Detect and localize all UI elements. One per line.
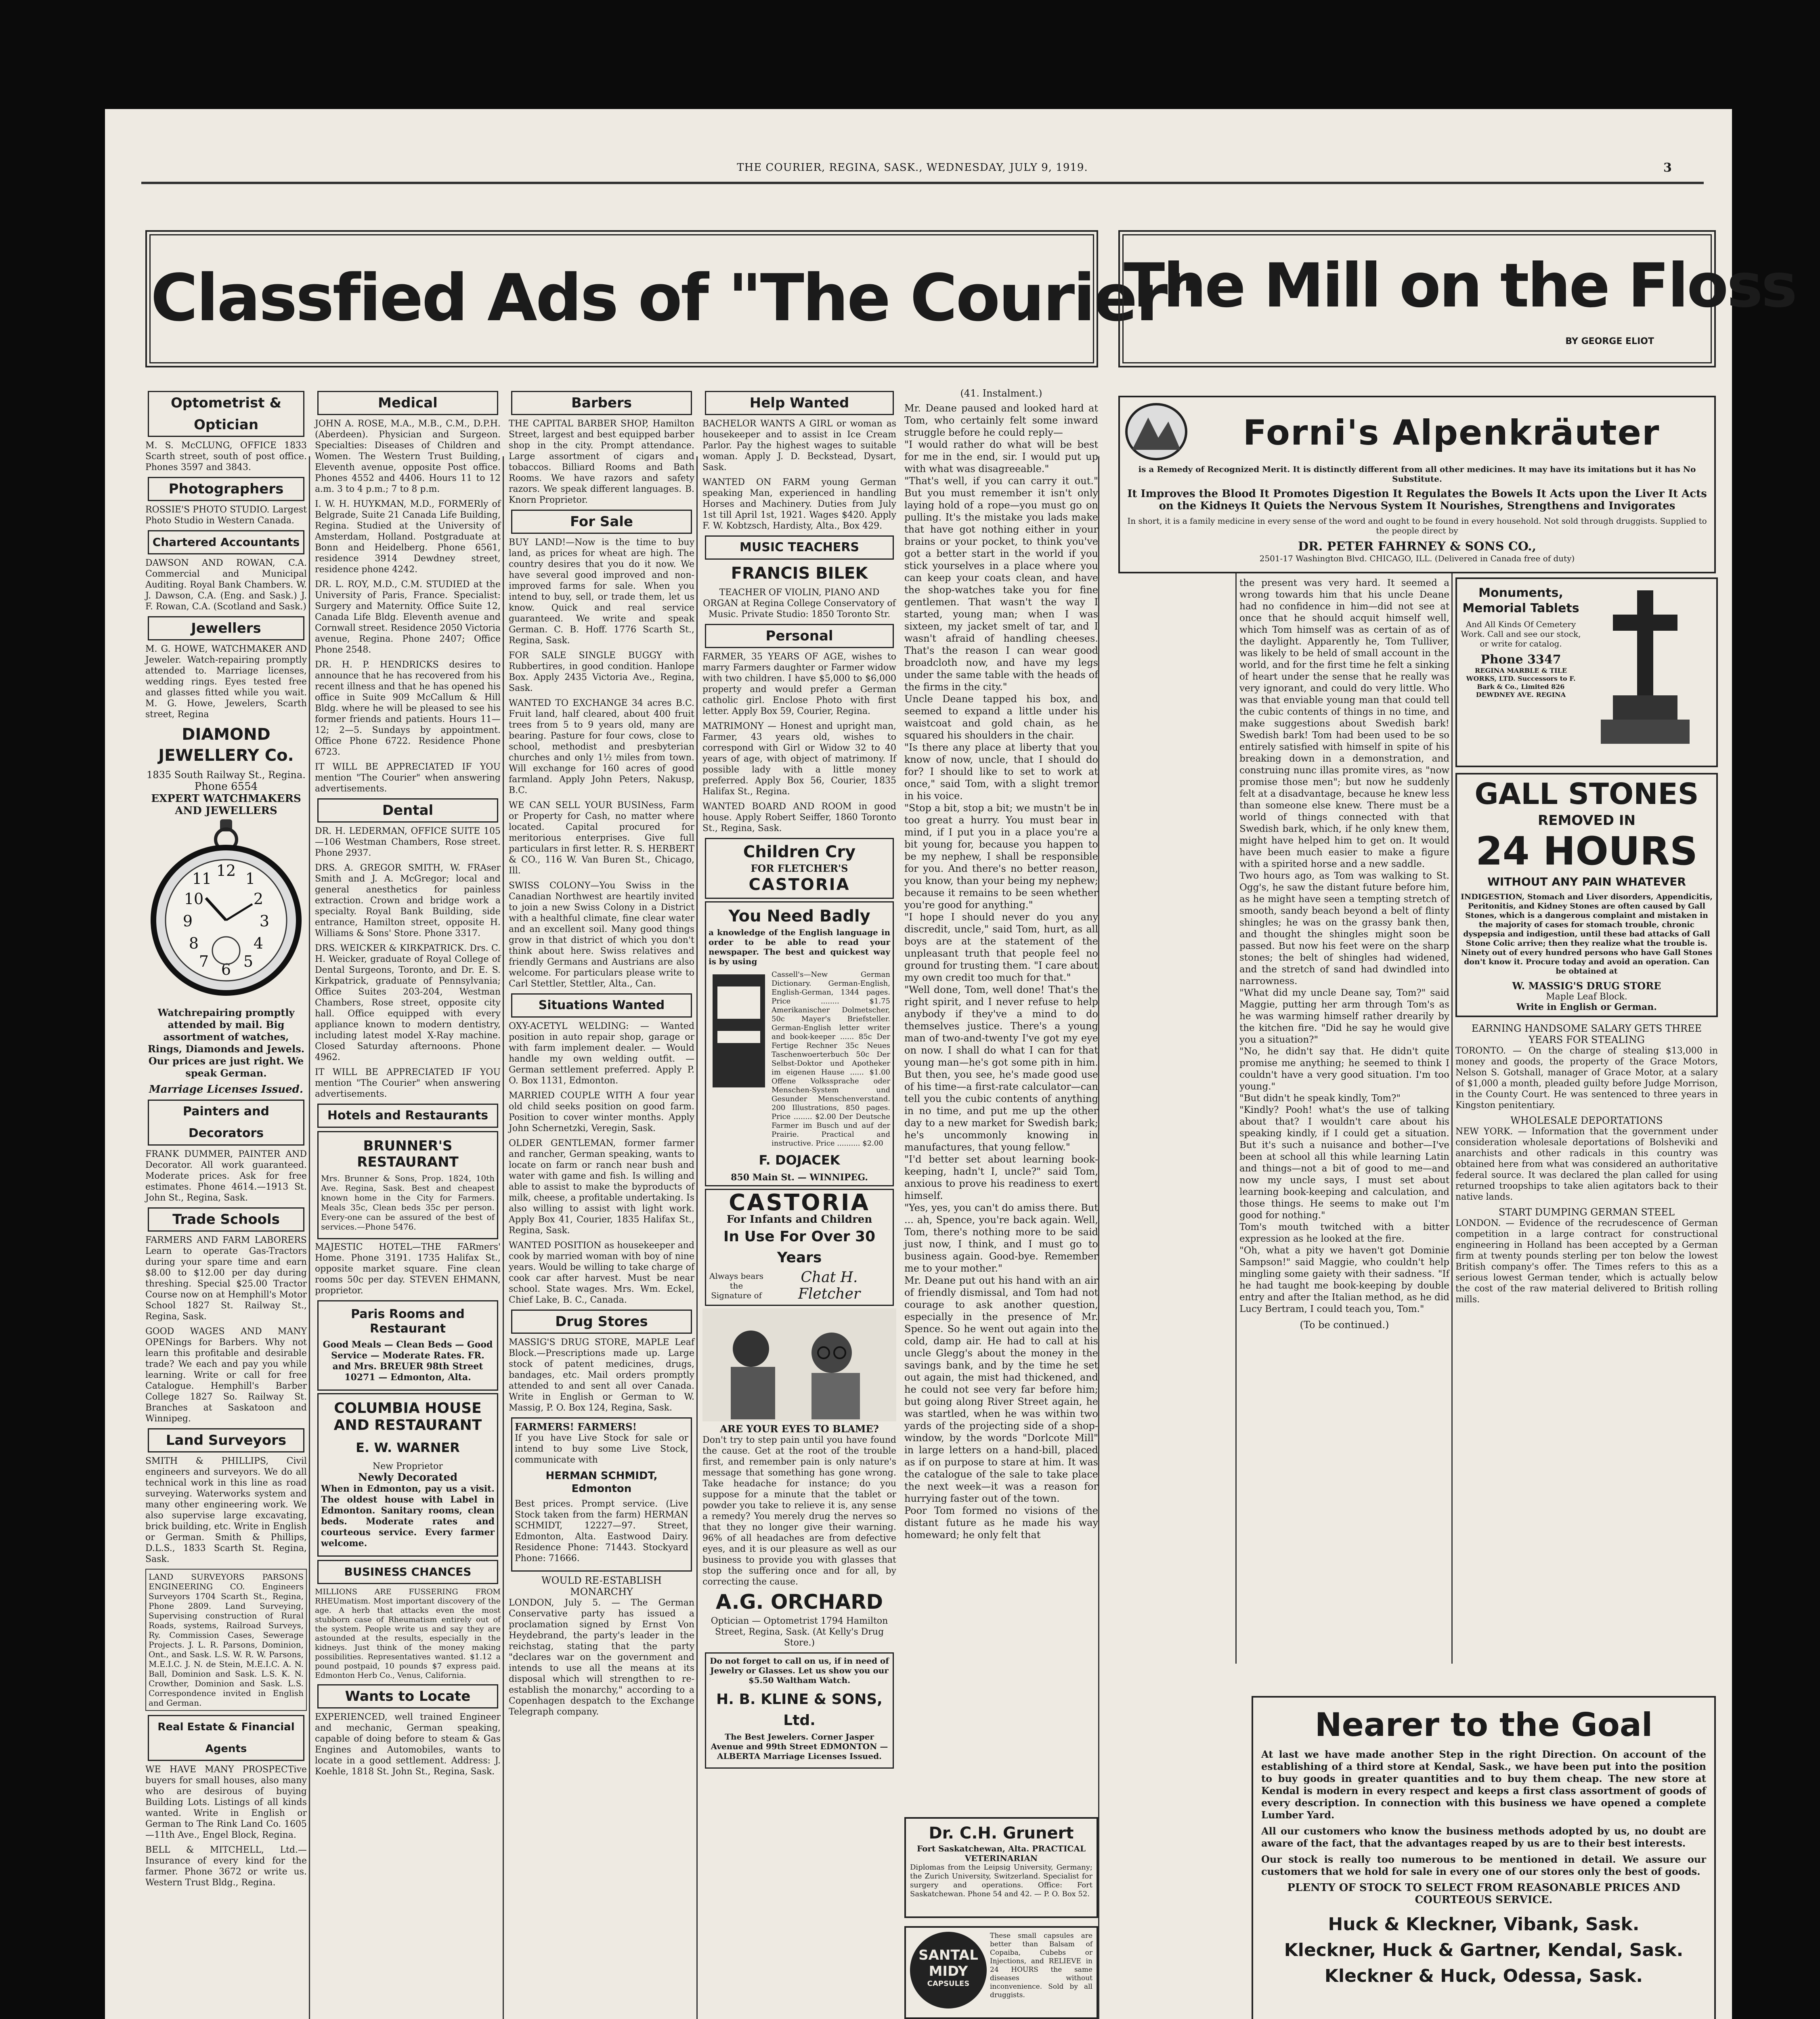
- ad-text: WE CAN SELL YOUR BUSINess, Farm or Property for Cash, no matter where located. Capital procured for meritorious enterprises. Give full particulars in first letter. R. S. HERBERT & CO., 116 W. Van Buren St., Chicago, Ill.: [509, 800, 694, 876]
- ad-text: MARRIED COUPLE WITH A four year old child seeks position on good farm. Position to cover winter months. Apply John Schernetzki, Veregin, Sask.: [509, 1091, 694, 1133]
- book-list: Cassell's—New German Dictionary. German-English, English-German, 1344 pages. Price ........ $1.75 Amerikanischer Dolmetscher, 50c Mayer's Briefsteller. German-English letter writer and book-keeper ...... 85c Der Fertige Rechner 35c Neues Taschenwoerterbuch 50c Der Selbst-Doktor und Apotheker im eigenen Hause ...... $1.00 Offene Volkssprache oder Menschen-System und Gesunder Menschenverstand. 200 Illustrations, 850 pages. Price ........ $2.00 Der Deutsche Farmer im Busch und auf der Prairie. Practical and instructive. Price .......... $2.00: [772, 970, 890, 1148]
- nearer-to-goal-ad: [1252, 1696, 1716, 2019]
- brunner-name: BRUNNER'S RESTAURANT: [357, 1138, 459, 1170]
- ad-text: OXY-ACETYL WELDING: — Wanted position in auto repair shop, garage or with farm implement dealer. — Would handle my own welding outfit. — German settlement preferred. Apply P. O. Box 1131, Edmonton.: [509, 1021, 694, 1086]
- ad-text: DR. H. P. HENDRICKS desires to announce that he has recovered from his recent illness and that he has opened his office in Suite 909 McCallum & Hill Bldg. where he will be pleased to see his former friends and patients. Hours 11—12; 2—5. Sundays by appointment. Office Phone 6722. Residence Phone 6723.: [315, 660, 501, 757]
- columbia-prop: New Proprietor: [373, 1461, 443, 1471]
- gall-removed: REMOVED IN: [1538, 812, 1635, 829]
- ad-text: EXPERIENCED, well trained Engineer and mechanic, German speaking, capable of doing before to steam & Gas Engines and Automobiles, wants to locate in a good settlement. Address: J. Koehle, 1818 St. John St., Regina, Sask.: [315, 1712, 501, 1777]
- serial-continued: [1239, 577, 1449, 1664]
- section-header-wants: Wants to Locate: [317, 1684, 498, 1708]
- monarchy-head: WOULD RE-ESTABLISH MONARCHY: [541, 1575, 662, 1597]
- section-header-drug: Drug Stores: [511, 1310, 692, 1334]
- fahrney-address: 2501-17 Washington Blvd. CHICAGO, ILL. (Delivered in Canada free of duty): [1259, 554, 1575, 563]
- ad-text: And All Kinds Of Cemetery Work. Call and see our stock, or write for catalog.: [1461, 619, 1581, 649]
- orchard-name: A.G. ORCHARD: [715, 1590, 883, 1614]
- pocket-watch-icon: [145, 819, 307, 1005]
- ad-text: If you have Live Stock for sale or intend to buy some Live Stock, communicate with: [515, 1433, 688, 1465]
- column-rule: [309, 456, 310, 2019]
- deport-head: WHOLESALE DEPORTATIONS: [1510, 1115, 1663, 1126]
- serial-banner: [1118, 230, 1796, 367]
- ad-text: WANTED TO EXCHANGE 34 acres B.C. Fruit land, half cleared, about 400 fruit trees from 5 to 9 years old, many are bearing. Pasture for four cows, close to school, methodist and presbyterian churches and only 1½ miles from town. Will exchange for 160 acres of good farmland. Apply John Peters, Nakusp, B.C.: [509, 698, 694, 795]
- newspaper-page: [105, 109, 1796, 2019]
- monument-ad: [1455, 577, 1718, 767]
- ad-text: M. S. McCLUNG, OFFICE 1833 Scarth street, south of post office. Phones 3597 and 3843.: [145, 441, 307, 472]
- grunert-ad: [904, 1817, 1098, 1918]
- head-rule: [141, 182, 1704, 184]
- gall-stones-head: GALL STONES: [1474, 777, 1699, 811]
- ad-text: When in Edmonton, pay us a visit. The oldest house with Label in Edmonton. Sanitary rooms, clean beds. Moderate rates and courteous service. Every farmer welcome.: [321, 1484, 495, 1549]
- ad-text: All our customers who know the business methods adopted by us, no doubt are aware of the fact, that the advantages reaped by us are to their best interests.: [1261, 1825, 1706, 1849]
- gall-hours: 24 HOURS: [1476, 829, 1698, 874]
- to-be-continued: (To be continued.): [1300, 1319, 1389, 1331]
- ad-text: MASSIG'S DRUG STORE, MAPLE Leaf Block.—Prescriptions made up. Large stock of patent medicines, drugs, bandages, etc. Mail orders promptly attended to and sent all over Canada. Write in English or German to W. Massig, P. O. Box 124, Regina, Sask.: [509, 1337, 694, 1413]
- monument-head: Monuments, Memorial Tablets: [1462, 586, 1579, 615]
- alpenkrauter-name: Forni's Alpenkräuter: [1243, 413, 1660, 453]
- section-header-dental: Dental: [317, 798, 498, 823]
- column-rule: [1451, 573, 1453, 1664]
- ad-text: At last we have made another Step in the right Direction. On account of the establishing of a third store at Kendal, Sask., we have been put into the position to buy goods in greater quantities and to buy them cheap. The new store at Kendal is modern in every respect and keeps a first class assortment of goods of every description. In connection with this business we have opened a complete Lumber Yard.: [1261, 1748, 1706, 1821]
- ad-text: IT WILL BE APPRECIATED IF YOU mention "The Courier" when answering advertisements.: [315, 762, 501, 794]
- ad-text: DR. L. ROY, M.D., C.M. STUDIED at the University of Paris, France. Specialist: Surgery and Maternity. Office Suite 12, Canada Life Bldg. Eleventh avenue and Cornwall street. Residence 2050 Victoria avenue, Regina. Phone 2407; Office Phone 2548.: [315, 579, 501, 655]
- ad-text: Don't try to step pain until you have found the cause. Get at the root of the trouble first, and remember pain is only nature's message that something has gone wrong. Take headache for instance; do you suppose for a minute that the tablet or powder you take to relieve it is, any sense a remedy? You merely drug the nerves so that they no longer give their warning. 96% of all headaches are from defective eyes, and it is our pleasure as well as our business to provide you with glasses that stop the suffering once and for all, by correcting the cause.: [702, 1435, 896, 1587]
- svg-text:10: 10: [184, 890, 204, 908]
- svg-text:2: 2: [253, 890, 264, 908]
- monument-phone: Phone 3347: [1480, 653, 1561, 667]
- ad-text: BELL & MITCHELL, Ltd.— Insurance of every kind for the farmer. Phone 3672 or write us. Western Trust Bldg., Regina.: [145, 1845, 307, 1888]
- section-header-surveyors: Land Surveyors: [148, 1428, 304, 1452]
- ad-text: M. G. HOWE, WATCHMAKER AND Jeweler. Watch-repairing promptly attended to. Marriage licenses, wedding rings. Eyes tested free and glasses fitted while you wait. M. G. Howe, Jewelers, Scarth street, Regina: [145, 644, 307, 720]
- alpenkrauter-ad: [1118, 396, 1716, 573]
- section-header-for-sale: For Sale: [511, 510, 692, 534]
- kline-name: H. B. KLINE & SONS, Ltd.: [716, 1691, 883, 1729]
- svg-text:7: 7: [199, 953, 209, 970]
- fahrney-firm: DR. PETER FAHRNEY & SONS CO.,: [1298, 539, 1537, 554]
- article-text: LONDON, July 5. — The German Conservative party has issued a proclamation signed by Ernst Von Heydebrand, the party's leader in the reichstag, stating that the party "declares war on the government and intends to use all the means at its disposal which will strengthen to re-establish the monarchy," according to a Copenhagen despatch to the Exchange Telegraph company.: [509, 1598, 694, 1717]
- castoria-sub: FOR FLETCHER'S: [751, 863, 848, 874]
- diamond-phone: Phone 6554: [194, 781, 258, 793]
- article-text: LONDON. — Evidence of the recrudescence of German competition in a large contract for constructional engineering in Holland has been accepted by a German firm at twenty pounds sterling per ton below the lowest British company's offer. The Times refers to this as a serious lowest German tender, which is actually below the cost of the raw material delivered to British rolling mills.: [1455, 1218, 1718, 1305]
- steel-head: START DUMPING GERMAN STEEL: [1499, 1207, 1675, 1218]
- running-head: THE COURIER, REGINA, SASK., WEDNESDAY, JULY 9, 1919.: [737, 162, 1088, 174]
- castoria-head: Children Cry: [743, 843, 856, 861]
- ad-text: SWISS COLONY—You Swiss in the Canadian Northwest are heartily invited to join a new Swiss Colony in a District with a healthful climate, fine clear water and an excellent soil. Many good things grow in that district of which you don't think about here. Swiss relatives and friendly Germans and Austrians are also welcome. For particulars please write to Carl Stettler, Stettler, Alta., Can.: [509, 881, 694, 989]
- castoria-bears: Always bears the Signature of: [709, 1271, 764, 1300]
- ad-text: Our stock is really too numerous to be mentioned in detail. We assure our customers that we hold for sale in every one of our stores only the best of goods.: [1261, 1853, 1706, 1877]
- gall-lang: Write in English or German.: [1516, 1002, 1657, 1012]
- ad-text: GOOD WAGES AND MANY OPENings for Barbers. Why not learn this profitable and desirable trade? We each and pay you while learning. Write or call for free Catalogue. Hemphill's Barber College 1827 So. Railway St. Branches at Saskatoon and Winnipeg.: [145, 1326, 307, 1424]
- diamond-tagline: EXPERT WATCHMAKERS AND JEWELLERS: [151, 793, 301, 817]
- brunner-ad: [317, 1131, 498, 1239]
- gall-store-2: Maple Leaf Block.: [1546, 992, 1627, 1002]
- section-header-barbers: Barbers: [511, 391, 692, 415]
- column-rule: [1235, 573, 1237, 1664]
- columbia-name: COLUMBIA HOUSE AND RESTAURANT: [333, 1400, 482, 1433]
- ad-text: MILLIONS ARE FUSSERING FROM RHEUmatism. Most important discovery of the age. A herb that attacks even the most stubborn case of Rheumatism entirely out of the system. People write us and say they are astounded at the results, especially in the kidneys. Just think of the money making possibilities. Representatives wanted. $1.12 a pound postpaid, 10 pounds $7 express paid. Edmonton Herb Co., Venus, California.: [315, 1587, 501, 1680]
- section-header-help-wanted: Help Wanted: [705, 391, 894, 415]
- grunert-name: Dr. C.H. Grunert: [929, 1824, 1074, 1843]
- article-text: TORONTO. — On the charge of stealing $13,000 in money and goods, the property of the Grace Motors, Nelson S. Gotshall, manager of Grace Motor, at a salary of $1,000 a month, pleaded guilty before Judge Morrison, in the County Court. He was sentenced to three years in Kingston penitentiary.: [1455, 1046, 1718, 1110]
- santal-name: SANTAL MIDY: [918, 1947, 978, 1979]
- ad-text: The Best Jewelers. Corner Jasper Avenue and 99th Street EDMONTON — ALBERTA Marriage Licenses Issued.: [711, 1732, 888, 1761]
- section-header-personal: Personal: [705, 624, 894, 648]
- section-header-real-estate: Real Estate & Financial Agents: [148, 1715, 304, 1761]
- ad-text: FARMER, 35 YEARS OF AGE, wishes to marry Farmers daughter or Farmer widow with two children. I have $5,000 to $6,000 property and would prefer a German catholic girl. Enclose Photo with first letter. Apply Box 59, Courier, Regina.: [702, 652, 896, 716]
- ad-text: WANTED BOARD AND ROOM in good house. Apply Robert Seiffer, 1860 Toronto St., Regina, Sask.: [702, 802, 896, 833]
- castoria-signature: Chat H. Fletcher: [798, 1269, 861, 1302]
- ad-text: Best prices. Prompt service. (Live Stock taken from the farm) HERMAN SCHMIDT, 12227—97. Street, Edmonton, Alta. Eastwood Dairy. Residence Phone: 71443. Stockyard Phone: 71666.: [515, 1499, 688, 1564]
- castoria-name: CASTORIA: [729, 1190, 870, 1216]
- svg-text:8: 8: [189, 934, 199, 952]
- grunert-sub: Fort Saskatchewan, Alta. PRACTICAL VETERINARIAN: [916, 1844, 1086, 1863]
- music-teacher-name: FRANCIS BILEK: [731, 564, 868, 583]
- ad-text: Diplomas from the Leipsig University, Germany; the Zurich University, Switzerland. Specialist for surgery and operations. Office: Fort Saskatchewan. Phone 54 and 42. — P. O. Box 52.: [910, 1863, 1092, 1898]
- section-header-painters: Painters and Decorators: [148, 1100, 304, 1146]
- optician-illustration: [702, 1308, 896, 1421]
- dojacek-name: F. DOJACEK: [759, 1152, 840, 1168]
- ad-text: MAJESTIC HOTEL—THE FARmers' Home. Phone 3191. 1735 Halifax St., opposite market square. Fine clean rooms 50c per day. STEVEN EHMANN, proprietor.: [315, 1242, 501, 1296]
- ad-text: These small capsules are better than Balsam of Copaiba, Cubebs or Injections, and RELIEVE in 24 HOURS the same diseases without inconvenience. Sold by all druggists.: [990, 1932, 1092, 1999]
- gall-stones-ad: [1455, 773, 1718, 1017]
- goal-store-kendal: Kleckner, Huck & Gartner, Kendal, Sask.: [1284, 1940, 1684, 1960]
- svg-text:12: 12: [216, 862, 236, 879]
- ad-text: In short, it is a family medicine in every sense of the word and ought to be found in every household. Not sold through druggists. Supplied to the people direct by: [1127, 516, 1707, 535]
- santal-badge: [910, 1932, 987, 2009]
- ad-text: THE CAPITAL BARBER SHOP, Hamilton Street, largest and best equipped barber shop in the city. Prompt attendance. Large assortment of cigars and tobaccos. Billiard Rooms and Bath Rooms. We have razors and safety razors. We speak different languages. B. Knorn Proprietor.: [509, 419, 694, 505]
- ad-text: Do not forget to call on us, if in need of Jewelry or Glasses. Let us show you our $5.50 Waltham Watch.: [710, 1656, 889, 1685]
- gravestone-cross-icon: [1585, 582, 1706, 760]
- section-header-photographers: Photographers: [148, 477, 304, 501]
- ad-text: JOHN A. ROSE, M.A., M.B., C.M., D.P.H. (Aberdeen). Physician and Surgeon. Specialties: Diseases of Children and Women. The Western Trust Building, Eleventh avenue, opposite Post office. Phones 4552 and 4406. Hours 11 to 12 a.m. 3 to 4 p.m.; 7 to 8 p.m.: [315, 419, 501, 494]
- farmers-ad: [511, 1417, 692, 1572]
- classified-banner-title: Classfied Ads of "The Courier": [149, 234, 1094, 363]
- ad-text: It Improves the Blood It Promotes Digestion It Regulates the Bowels It Acts upon the Liver It Acts on the Kidneys It Quiets the Nervous System It Nourishes, Strengthens and Invigorates: [1127, 488, 1707, 512]
- section-header-accountants: Chartered Accountants: [148, 530, 304, 554]
- goal-store-odessa: Kleckner & Huck, Odessa, Sask.: [1324, 1966, 1643, 1986]
- column-4: [702, 388, 896, 2019]
- ad-text: BACHELOR WANTS A GIRL or woman as housekeeper and to assist in Ice Cream Parlor. Pay the highest wages to suitable woman. Apply J. D. Beckstead, Dysart, Sask.: [702, 419, 896, 472]
- article-text: NEW YORK. — Information that the government under consideration wholesale deportations of Bolsheviki and anarchists and other radicals in this country was obtained here from what was considered an authoritative federal source. It was declared the plan called for using returned troopships to take alien agitators back to their native lands.: [1455, 1127, 1718, 1202]
- castoria-ad-2: [705, 1189, 894, 1306]
- ad-text: WANTED POSITION as housekeeper and cook by married woman with boy of nine years. Would be willing to take charge of cook car after harvest. Must be near school. State wages. Mrs. Wm. Eckel, Chief Lake, B. C., Canada.: [509, 1240, 694, 1305]
- diamond-jewellery-name: DIAMOND JEWELLERY Co.: [158, 725, 294, 765]
- paris-name: Paris Rooms and Restaurant: [351, 1307, 465, 1336]
- svg-text:3: 3: [259, 912, 270, 930]
- column-rule: [503, 456, 504, 2019]
- ad-text: Optician — Optometrist 1794 Hamilton Street, Regina, Sask. (At Kelly's Drug Store.): [711, 1616, 888, 1648]
- section-header-jewellers: Jewellers: [148, 616, 304, 640]
- serial-text-part-2: the present was very hard. It seemed a wrong towards him that his uncle Deane had no confidence in him—did not see at once that he should acquit himself well, which Tom himself was as certain of as of the daylight. Apparently he, Tom Tulliver, was likely to be held of small account in the world, and for the first time he felt a sinking of heart under the sense that he really was very ignorant, and could do very little. Who was that enviable young man that could tell the cubic contents of things in no time, and make suggestions about Swedish bark! Swedish bark! Tom had been used to be so entirely satisfied with himself in spite of his breaking down in a demonstration, and construing nunc illas promite vires, as "now promise those men"; but now he suddenly felt at a disadvantage, because he knew less than someone else knew. There must be a world of things connected with that Swedish bark, which, if he only knew them, might have helped him to get on. It would have been much easier to make a figure with a spirited horse and a new saddle. Two hours ago, as Tom was walking to St. Ogg's, he saw the distant future before him, as he might have seen a tempting stretch of smooth, sandy beach beyond a belt of flinty shingles; he was on the grassy bank then, and thought the shingles might soon be passed. But now his feet were on the sharp stones; the belt of shingles had widened, and the stretch of sand had dwindled into narrowness. "What did my uncle Deane say, Tom?" said Maggie, putting her arm through Tom's as he was warming himself rather drearily by the kitchen fire. "Did he say he would give you a situation?" "No, he didn't say that. He didn't quite promise me anything; he seemed to think I couldn't have a very good situation. I'm too young." "But didn't he speak kindly, Tom?" "Kindly? Pooh! what's the use of talking about that? I wouldn't care about his speaking kindly, if I could get a situation. But it's such a nuisance and bother—I've been at school all this while learning Latin and things—not a bit of good to me—and now my uncle says, I must set about learning book-keeping and calculation, and those things. He seems to make out I'm good for nothing." Tom's mouth twitched with a bitter expression as he looked at the fire. "Oh, what a pity we haven't got Dominie Sampson!" said Maggie, who couldn't help mingling some gaiety with their sadness. "If he had taught me book-keeping by double entry and after the Italian method, as he did Lucy Bertram, I could teach you, Tom.": [1239, 578, 1449, 1314]
- svg-text:5: 5: [243, 953, 254, 970]
- column-rule: [1098, 456, 1099, 2019]
- farmers-name: HERMAN SCHMIDT, Edmonton: [545, 1470, 658, 1495]
- column-6: [1455, 577, 1718, 1664]
- ad-text: Good Meals — Clean Beds — Good Service — Moderate Rates. FR. and Mrs. BREUER 98th Street 10271 — Edmonton, Alta.: [323, 1339, 493, 1383]
- ad-text: MATRIMONY — Honest and upright man, Farmer, 43 years old, wishes to correspond with Girl or Widow 32 to 40 years of age, with object of matrimony. If possible lady with a little money preferred. Apply Box 56, Courier, 1835 Halifax St., Regina.: [702, 721, 896, 797]
- ad-text: BUY LAND!—Now is the time to buy land, as prices for wheat are high. The country desires that you do it now. We have several good improved and non-improved farms for sale. When you intend to buy, sell, or trade them, let us know. Quick and real service guaranteed. We write and speak German. C. B. Hoff. 1776 Scarth St., Regina, Sask.: [509, 537, 694, 646]
- ad-text: DRS. WEICKER & KIRKPATRICK. Drs. C. H. Weicker, graduate of Royal College of Dental Surgeons, Toronto, and Dr. E. S. Kirkpatrick, graduate of Pennsylvania; Office Suites 203-204, Westman Chambers, Rose street, opposite city hall. Office equipped with every appliance known to modern dentistry, including latest model X-Ray machine. Closed Saturday afternoons. Phone 4962.: [315, 943, 501, 1062]
- dojacek-ad: [705, 901, 894, 1186]
- mountain-medallion-icon: [1124, 401, 1189, 462]
- ad-text: SMITH & PHILLIPS, Civil engineers and surveyors. We do all technical work in this line as road surveying. Waterworks system and many other engineering work. We also supervise large excavating, brick building, etc. Write in English or German. Smith & Phillips, D.L.S., 1833 Scarth St. Regina, Sask.: [145, 1456, 307, 1564]
- ad-text: WE HAVE MANY PROSPECTive buyers for small houses, also many who are desirous of buying Building Lots. Listings of all kinds wanted. Write in English or German to The Rink Land Co. 1605—11th Ave., Engel Block, Regina.: [145, 1765, 307, 1840]
- book-icon: [709, 970, 769, 1091]
- svg-text:11: 11: [192, 870, 212, 888]
- column-1: [145, 388, 307, 2019]
- goal-plenty: PLENTY OF STOCK TO SELECT FROM REASONABLE PRICES AND COURTEOUS SERVICE.: [1287, 1882, 1680, 1906]
- santal-ad: [904, 1926, 1098, 2019]
- castoria-name: CASTORIA: [749, 875, 850, 894]
- ad-text: ROSSIE'S PHOTO STUDIO. Largest Photo Studio in Western Canada.: [145, 505, 307, 526]
- goal-store-vibank: Huck & Kleckner, Vibank, Sask.: [1328, 1914, 1640, 1935]
- castoria-in-use: In Use For Over 30 Years: [723, 1228, 876, 1266]
- paris-ad: [317, 1300, 498, 1391]
- farmers-head: FARMERS! FARMERS!: [515, 1421, 637, 1433]
- serial-byline: BY GEORGE ELIOT: [1565, 336, 1654, 346]
- ad-text: FOR SALE SINGLE BUGGY with Rubbertires, in good condition. Hanlope Box. Apply 2435 Victoria Ave., Regina, Sask.: [509, 651, 694, 693]
- ad-text: LAND SURVEYORS PARSONS ENGINEERING CO. Engineers Surveyors 1704 Scarth St., Regina, Phone 2809. Land Surveying, Supervising construction of Rural Roads, systems, Railroad Surveys, Ry. Commission Cases, Sewerage Projects. J. L. R. Parsons, Dominion, Ont., and Sask. L.S. W. R. W. Parsons, M.E.I.C. J. N. de Stein, M.E.I.C. A. N. Ball, Dominion and Sask. L.S. K. N. Crowther, Dominion and Sask. L.S. Correspondence invited in English and German.: [145, 1569, 307, 1711]
- instalment-label: (41. Instalment.): [960, 388, 1042, 399]
- castoria-for-infants: For Infants and Children: [726, 1213, 872, 1226]
- ad-text: INDIGESTION, Stomach and Liver disorders, Appendicitis, Peritonitis, and Kidney Stones are often caused by Gall Stones, which is a dangerous complaint and mistaken in the majority of cases for stomach trouble, chronic dyspepsia and indigestion, until these bad attacks of Gall Stone Colic arrive; then they realize what the trouble is. Ninety out of every hundred persons who have Gall Stones don't know it. Procure today and avoid an operation. Can be obtained at: [1461, 892, 1713, 976]
- section-header-optometrist: Optometrist & Optician: [148, 391, 304, 437]
- ad-text: OLDER GENTLEMAN, former farmer and rancher, German speaking, wants to locate on farm or ranch near bush and water with game and fish. Is willing and able to assist to make the byproducts of milk, cheese, a profitable undertaking. Is also willing to assist with light work. Apply Box 41, Courier, 1835 Halifax St., Regina, Sask.: [509, 1138, 694, 1236]
- section-header-situations: Situations Wanted: [511, 993, 692, 1018]
- section-header-business: BUSINESS CHANCES: [317, 1560, 498, 1584]
- column-5-serial: [904, 388, 1098, 1801]
- section-header-hotels: Hotels and Restaurants: [317, 1104, 498, 1128]
- ad-text: FARMERS AND FARM LABORERS Learn to operate Gas-Tractors during your spare time and earn $8.00 to $12.00 per day during threshing. Special $25.00 Tractor Course now on at Hemphill's Motor School 1827 St. Railway St., Regina, Sask.: [145, 1235, 307, 1322]
- ad-text: Mrs. Brunner & Sons, Prop. 1824, 10th Ave. Regina, Sask. Best and cheapest known home in the City for Farmers. Meals 35c, Clean beds 35c per person. Every-one can be assured of the best of services.—Phone 5476.: [321, 1173, 495, 1232]
- salary-head: EARNING HANDSOME SALARY GETS THREE YEARS FOR STEALING: [1471, 1023, 1702, 1045]
- ad-text: IT WILL BE APPRECIATED IF YOU mention "The Courier" when answering advertisements.: [315, 1067, 501, 1099]
- ad-text: DAWSON AND ROWAN, C.A. Commercial and Municipal Auditing. Royal Bank Chambers. W. J. Dawson, C.A. (Eng. and Sask.) J. F. Rowan, C.A. (Scotland and Sask.): [145, 558, 307, 612]
- eyes-head: ARE YOUR EYES TO BLAME?: [720, 1423, 879, 1435]
- columbia-owner: E. W. WARNER: [356, 1440, 460, 1455]
- serial-title: The Mill on the Floss: [1124, 251, 1796, 321]
- section-header-music: MUSIC TEACHERS: [705, 535, 894, 560]
- dojacek-address: 850 Main St. — WINNIPEG.: [731, 1172, 868, 1183]
- columbia-ad: [317, 1393, 498, 1557]
- column-rule: [696, 456, 698, 2019]
- gall-without: WITHOUT ANY PAIN WHATEVER: [1487, 875, 1686, 888]
- santal-caps: CAPSULES: [927, 1979, 970, 1988]
- ad-text: REGINA MARBLE & TILE WORKS, LTD. Successors to F. Bark & Co., Limited 826 DEWDNEY AVE. REGINA: [1466, 667, 1576, 699]
- diamond-text: Watchrepairing promptly attended by mail. Big assortment of watches, Rings, Diamonds and Jewels. Our prices are just right. We speak German.: [147, 1007, 305, 1079]
- goal-title: Nearer to the Goal: [1315, 1706, 1653, 1744]
- classified-banner: [145, 230, 1198, 367]
- marriage-licenses: Marriage Licenses Issued.: [149, 1083, 303, 1096]
- ad-text: WANTED ON FARM young German speaking Man, experienced in handling Horses and Machinery. Duties from July 1st till April 1st, 1921. Wages $420. Apply F. W. Kobtzsch, Hardisty, Alta., Box 429.: [702, 477, 896, 531]
- svg-text:9: 9: [182, 912, 193, 930]
- gall-store: W. MASSIG'S DRUG STORE: [1512, 980, 1661, 992]
- ad-text: FRANK DUMMER, PAINTER AND Decorator. All work guaranteed. Moderate prices. Ask for free estimates. Phone 4614.—1913 St. John St., Regina, Sask.: [145, 1149, 307, 1203]
- kline-ad: [705, 1652, 894, 1769]
- ad-text: DR. H. LEDERMAN, OFFICE SUITE 105—106 Westman Chambers, Rose street. Phone 2937.: [315, 826, 501, 858]
- ad-text: TEACHER OF VIOLIN, PIANO AND ORGAN at Regina College Conservatory of Music. Private Studio: 1850 Toronto Str.: [703, 588, 896, 619]
- ad-text: is a Remedy of Recognized Merit. It is distinctly different from all other medicines. It may have its imitations but it has No Substitute.: [1138, 464, 1696, 484]
- column-2: [315, 388, 501, 2019]
- svg-text:1: 1: [245, 870, 256, 888]
- ad-text: a knowledge of the English language in order to be able to read your newspaper. The best and quickest way is by using: [709, 928, 890, 966]
- serial-text-part-1: Mr. Deane paused and looked hard at Tom, who certainly felt some inward struggle before he could reply— "I would rather do what will be best for me in the end, sir. I would put up with what was disagreeable." "That's well, if you can carry it out." But you must remember it isn't only laying hold of a rope—you must go on pulling. It's the mistake you lads make that have got nothing either in your brains or your pocket, to think you've got a better start in the world if you stick yourselves in a place where you can keep your coats clean, and have the shop-watches take you for fine gentlemen. That wasn't the way I started, young man; when I was sixteen, my jacket smelt of tar, and I wasn't afraid of handling cheeses. That's the reason I can wear good broadcloth now, and have my legs under the same table with the heads of the firms in the city." Uncle Deane tapped his box, and seemed to expand a little under his waistcoat and gold chain, as he squared his shoulders in the chair. "Is there any place at liberty that you know of now, uncle, that I should do for? I should like to set to work at once," said Tom, with a slight tremor in his voice. "Stop a bit, stop a bit; we mustn't be in too great a hurry. You must bear in mind, if I put you in a place you're a bit young for, because you happen to be my nephew, I shall be responsible for you. And there's no better reason, you know, than your being my nephew; because it remains to be seen whether you're good for anything." "I hope I should never do you any discredit, uncle," said Tom, hurt, as all boys are at the statement of the unpleasant truth that people feel no ground for trusting them. "I care about my own credit too much for that." "Well done, Tom, well done! That's the right spirit, and I never refuse to help anybody if they've a mind to do themselves justice. There's a young man of two-and-twenty I've got my eye on now. I shall do what I can for that young man—he's got some pith in him. But then, you see, he's made good use of his time—a first-rate calculator—can tell you the cubic contents of anything in no time, and put me up the other day to a new market for Swedish bark; he's uncommonly knowing in manufactures, that young fellow." "I'd better set about learning book-keeping, hadn't I, uncle?" said Tom, anxious to prove his readiness to exert himself. "Yes, yes, you can't do amiss there. But ... ah, Spence, you're back again. Well, Tom, there's nothing more to be said just now, I think, and I must go to business again. Good-bye. Remember me to your mother." Mr. Deane put out his hand with an air of friendly dismissal, and Tom had not courage to ask another question, especially in the presence of Mr. Spence. So he went out again into the cold, damp air. He had to call at his uncle Glegg's about the money in the savings bank, and by the time he set out again, the mist had thickened, and he could not see very far before him; but going along River Street again, he was startled, when he was within two yards of the projecting side of a shop-window, by the words "Dorlcote Mill" in large letters on a hand-bill, placed as if on purpose to stare at him. It was the catalogue of the sale to take place the next week—it was a reason for hurrying faster out of the town. Poor Tom formed no visions of the distant future as he made his way homeward; he only felt that: [904, 403, 1098, 1540]
- columbia-deco: Newly Decorated: [358, 1471, 458, 1484]
- diamond-address: 1835 South Railway St., Regina.: [147, 769, 306, 781]
- ad-text: I. W. H. HUYKMAN, M.D., FORMERly of Belgrade, Suite 21 Canada Life Building, Regina. Studied at the University of Amsterdam, Holland. Postgraduate at Bonn and Heidelberg. Phone 6561, residence 3914 Dewdney street, residence phone 4242.: [315, 499, 501, 575]
- page-number: 3: [1663, 161, 1672, 175]
- svg-text:6: 6: [221, 961, 231, 978]
- column-3: [509, 388, 694, 2019]
- you-need-badly: You Need Badly: [728, 907, 870, 926]
- svg-text:4: 4: [253, 934, 264, 952]
- section-header-trade-schools: Trade Schools: [148, 1207, 304, 1232]
- ad-text: DRS. A. GREGOR SMITH, W. FRAser Smith and J. A. McGregor; local and general anesthetics for painless extraction. Crown and bridge work a specialty. Royal Bank Building, side entrance, Hamilton street, opposite H. Williams & Sons' Store. Phone 3317.: [315, 863, 501, 938]
- section-header-medical: Medical: [317, 391, 498, 415]
- castoria-ad-1: [705, 838, 894, 899]
